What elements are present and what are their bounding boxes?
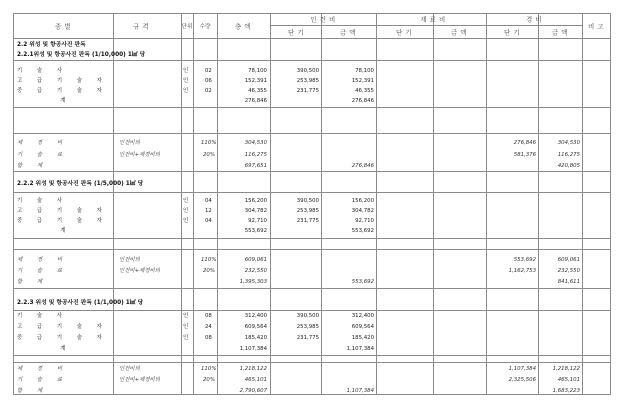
subtotal-row bbox=[13, 344, 611, 354]
overhead-expense-price: 1,107,384 bbox=[508, 366, 536, 372]
subtotal-labor-amount: 276,846 bbox=[351, 98, 374, 104]
grid-line bbox=[270, 25, 583, 26]
item-labor-price: 231,775 bbox=[296, 335, 319, 341]
item-qty: 02 bbox=[205, 68, 212, 74]
overhead-name: 제 경 비 bbox=[17, 257, 69, 263]
grand-labor-amount: 553,692 bbox=[351, 279, 374, 285]
grid-line bbox=[13, 133, 611, 134]
item-qty: 04 bbox=[205, 218, 212, 224]
section-heading-row bbox=[13, 40, 611, 50]
header-item: 종 별 bbox=[54, 22, 72, 31]
subtotal-labor-amount: 553,692 bbox=[351, 228, 374, 234]
header-material-price: 단 기 bbox=[395, 28, 413, 37]
grand-expense-amount: 841,611 bbox=[557, 279, 580, 285]
section-heading: 2.2 위성 및 항공사진 판독 bbox=[17, 42, 86, 48]
section-subheading: 2.2.1위성 및 항공사진 판독 (1/10,000) 1㎢ 당 bbox=[17, 52, 146, 58]
item-name: 기 술 사 bbox=[17, 198, 69, 204]
header-expense-price: 단 기 bbox=[503, 28, 521, 37]
item-qty: 02 bbox=[205, 88, 212, 94]
header-material-amount: 금 액 bbox=[450, 28, 468, 37]
item-unit: 인 bbox=[183, 78, 189, 84]
item-qty: 08 bbox=[205, 335, 212, 341]
overhead-row bbox=[13, 255, 611, 265]
overhead-expense-price: 2,325,506 bbox=[508, 377, 536, 383]
grand-total: 1,395,303 bbox=[239, 279, 267, 285]
subtotal-total: 276,846 bbox=[244, 98, 267, 104]
item-labor-price: 231,775 bbox=[296, 88, 319, 94]
overhead-row bbox=[13, 364, 611, 374]
header-spec: 규 격 bbox=[132, 22, 150, 31]
item-unit: 인 bbox=[183, 68, 189, 74]
grid-line bbox=[13, 107, 611, 108]
overhead-expense-price: 276,846 bbox=[513, 140, 536, 146]
grid-line bbox=[13, 60, 611, 61]
item-total: 152,391 bbox=[244, 78, 267, 84]
item-labor-price: 390,500 bbox=[296, 198, 319, 204]
grid-line bbox=[13, 355, 611, 356]
subtotal-total: 1,107,384 bbox=[239, 346, 267, 352]
overhead-rate: 20% bbox=[203, 268, 215, 274]
overhead-rate: 20% bbox=[203, 152, 215, 158]
grid-line bbox=[13, 249, 611, 250]
item-total: 46,355 bbox=[248, 88, 267, 94]
subtotal-labor-amount: 1,107,384 bbox=[346, 346, 374, 352]
item-labor-price: 390,500 bbox=[296, 313, 319, 319]
overhead-name: 기 술 료 bbox=[17, 152, 69, 158]
item-labor-amount: 92,710 bbox=[355, 218, 374, 224]
overhead-total: 116,275 bbox=[244, 152, 267, 158]
item-labor-price: 253,985 bbox=[296, 324, 319, 330]
item-qty: 12 bbox=[205, 208, 212, 214]
item-qty: 04 bbox=[205, 198, 212, 204]
overhead-expense-amount: 116,275 bbox=[557, 152, 580, 158]
subtotal-row bbox=[13, 226, 611, 236]
subtotal-label: 계 bbox=[60, 98, 66, 104]
item-unit: 인 bbox=[183, 198, 189, 204]
item-labor-amount: 609,564 bbox=[351, 324, 374, 330]
overhead-total: 1,218,122 bbox=[239, 366, 267, 372]
table-row bbox=[13, 311, 611, 321]
item-labor-amount: 46,355 bbox=[355, 88, 374, 94]
overhead-row bbox=[13, 266, 611, 276]
overhead-spec: 인건비의 bbox=[119, 366, 140, 372]
overhead-spec: 인건비의 bbox=[119, 140, 140, 146]
table-row bbox=[13, 322, 611, 332]
item-unit: 인 bbox=[183, 218, 189, 224]
overhead-expense-price: 581,376 bbox=[513, 152, 536, 158]
grand-expense-amount: 420,805 bbox=[557, 163, 580, 169]
grand-total-row bbox=[13, 161, 611, 171]
item-unit: 인 bbox=[183, 335, 189, 341]
header-labor-amount: 금 액 bbox=[339, 28, 357, 37]
item-total: 609,564 bbox=[244, 324, 267, 330]
overhead-expense-amount: 1,218,122 bbox=[552, 366, 580, 372]
grand-total-label: 합 계 bbox=[17, 388, 49, 394]
grand-total: 697,651 bbox=[244, 163, 267, 169]
section-heading: 2.2.3 위성 및 항공사진 판독 (1/1,000) 1㎢ 당 bbox=[17, 300, 144, 306]
item-total: 304,782 bbox=[244, 208, 267, 214]
overhead-total: 609,061 bbox=[244, 257, 267, 263]
item-labor-amount: 312,400 bbox=[351, 313, 374, 319]
section-heading: 2.2.2 위성 및 항공사진 판독 (1/5,000) 1㎢ 당 bbox=[17, 181, 144, 187]
item-total: 185,420 bbox=[244, 335, 267, 341]
subtotal-total: 553,692 bbox=[244, 228, 267, 234]
header-expense-amount: 금 액 bbox=[551, 28, 569, 37]
header-expense-group: 경 비 bbox=[525, 15, 543, 24]
overhead-name: 기 술 료 bbox=[17, 268, 69, 274]
item-total: 92,710 bbox=[248, 218, 267, 224]
overhead-rate: 110% bbox=[201, 257, 217, 263]
grand-expense-amount: 1,683,223 bbox=[552, 388, 580, 394]
header-total: 총 액 bbox=[234, 22, 252, 31]
table-row bbox=[13, 333, 611, 343]
item-unit: 인 bbox=[183, 313, 189, 319]
grand-total: 2,790,607 bbox=[239, 388, 267, 394]
grand-labor-amount: 1,107,384 bbox=[346, 388, 374, 394]
overhead-spec: 인건비+제경비의 bbox=[119, 268, 160, 274]
item-labor-amount: 78,100 bbox=[355, 68, 374, 74]
overhead-spec: 인건비+제경비의 bbox=[119, 377, 160, 383]
overhead-total: 465,101 bbox=[244, 377, 267, 383]
grand-total-row bbox=[13, 277, 611, 287]
item-name: 기 술 사 bbox=[17, 313, 69, 319]
header-qty: 수량 bbox=[199, 24, 211, 30]
section-heading-row bbox=[13, 298, 611, 308]
table-row bbox=[13, 206, 611, 216]
table-row bbox=[13, 196, 611, 206]
item-name: 중 급 기 술 자 bbox=[17, 218, 109, 224]
subtotal-label: 계 bbox=[60, 228, 66, 234]
table-row bbox=[13, 216, 611, 226]
overhead-expense-amount: 609,061 bbox=[557, 257, 580, 263]
overhead-rate: 20% bbox=[203, 377, 215, 383]
cost-table bbox=[13, 13, 611, 395]
section-subheading-row bbox=[13, 50, 611, 60]
item-name: 중 급 기 술 자 bbox=[17, 335, 109, 341]
grid-line bbox=[13, 238, 611, 239]
grand-labor-amount: 276,846 bbox=[351, 163, 374, 169]
item-labor-amount: 304,782 bbox=[351, 208, 374, 214]
grid-line bbox=[13, 192, 611, 193]
item-qty: 06 bbox=[205, 78, 212, 84]
grand-total-label: 합 계 bbox=[17, 279, 49, 285]
item-labor-amount: 152,391 bbox=[351, 78, 374, 84]
item-labor-amount: 156,200 bbox=[351, 198, 374, 204]
overhead-expense-amount: 465,101 bbox=[557, 377, 580, 383]
overhead-total: 304,530 bbox=[244, 140, 267, 146]
item-name: 중 급 기 술 자 bbox=[17, 88, 109, 94]
grid-line bbox=[13, 38, 611, 39]
table-row bbox=[13, 76, 611, 86]
item-labor-price: 231,775 bbox=[296, 218, 319, 224]
item-total: 156,200 bbox=[244, 198, 267, 204]
grid-line bbox=[13, 288, 611, 289]
grid-line bbox=[13, 362, 611, 363]
overhead-rate: 110% bbox=[201, 366, 217, 372]
item-total: 312,400 bbox=[244, 313, 267, 319]
item-labor-amount: 185,420 bbox=[351, 335, 374, 341]
header-unit: 단위 bbox=[181, 24, 193, 30]
overhead-row bbox=[13, 138, 611, 148]
overhead-name: 기 술 료 bbox=[17, 377, 69, 383]
overhead-name: 제 경 비 bbox=[17, 366, 69, 372]
item-qty: 24 bbox=[205, 324, 212, 330]
item-labor-price: 390,500 bbox=[296, 68, 319, 74]
header-note: 비 고 bbox=[587, 22, 605, 31]
item-labor-price: 253,985 bbox=[296, 208, 319, 214]
overhead-row bbox=[13, 150, 611, 160]
table-row bbox=[13, 86, 611, 96]
table-row bbox=[13, 66, 611, 76]
overhead-expense-amount: 232,550 bbox=[557, 268, 580, 274]
overhead-spec: 인건비의 bbox=[119, 257, 140, 263]
subtotal-label: 계 bbox=[60, 346, 66, 352]
overhead-expense-price: 553,692 bbox=[513, 257, 536, 263]
grand-total-row bbox=[13, 386, 611, 396]
grid-line bbox=[13, 171, 611, 172]
subtotal-row bbox=[13, 96, 611, 106]
item-unit: 인 bbox=[183, 324, 189, 330]
header-material-group: 재 료 비 bbox=[420, 15, 446, 24]
overhead-spec: 인건비+제경비의 bbox=[119, 152, 160, 158]
overhead-total: 232,550 bbox=[244, 268, 267, 274]
overhead-rate: 110% bbox=[201, 140, 217, 146]
overhead-name: 제 경 비 bbox=[17, 140, 69, 146]
item-qty: 08 bbox=[205, 313, 212, 319]
header-labor-price: 단 기 bbox=[287, 28, 305, 37]
item-total: 78,100 bbox=[248, 68, 267, 74]
item-name: 고 급 기 술 자 bbox=[17, 208, 109, 214]
overhead-expense-price: 1,162,753 bbox=[508, 268, 536, 274]
header-labor-group: 인 건 비 bbox=[310, 15, 336, 24]
item-labor-price: 253,985 bbox=[296, 78, 319, 84]
item-unit: 인 bbox=[183, 208, 189, 214]
item-unit: 인 bbox=[183, 88, 189, 94]
grand-total-label: 합 계 bbox=[17, 163, 49, 169]
item-name: 기 술 사 bbox=[17, 68, 69, 74]
item-name: 고 급 기 술 자 bbox=[17, 324, 109, 330]
overhead-row bbox=[13, 375, 611, 385]
section-heading-row bbox=[13, 179, 611, 189]
item-name: 고 급 기 술 자 bbox=[17, 78, 109, 84]
overhead-expense-amount: 304,530 bbox=[557, 140, 580, 146]
